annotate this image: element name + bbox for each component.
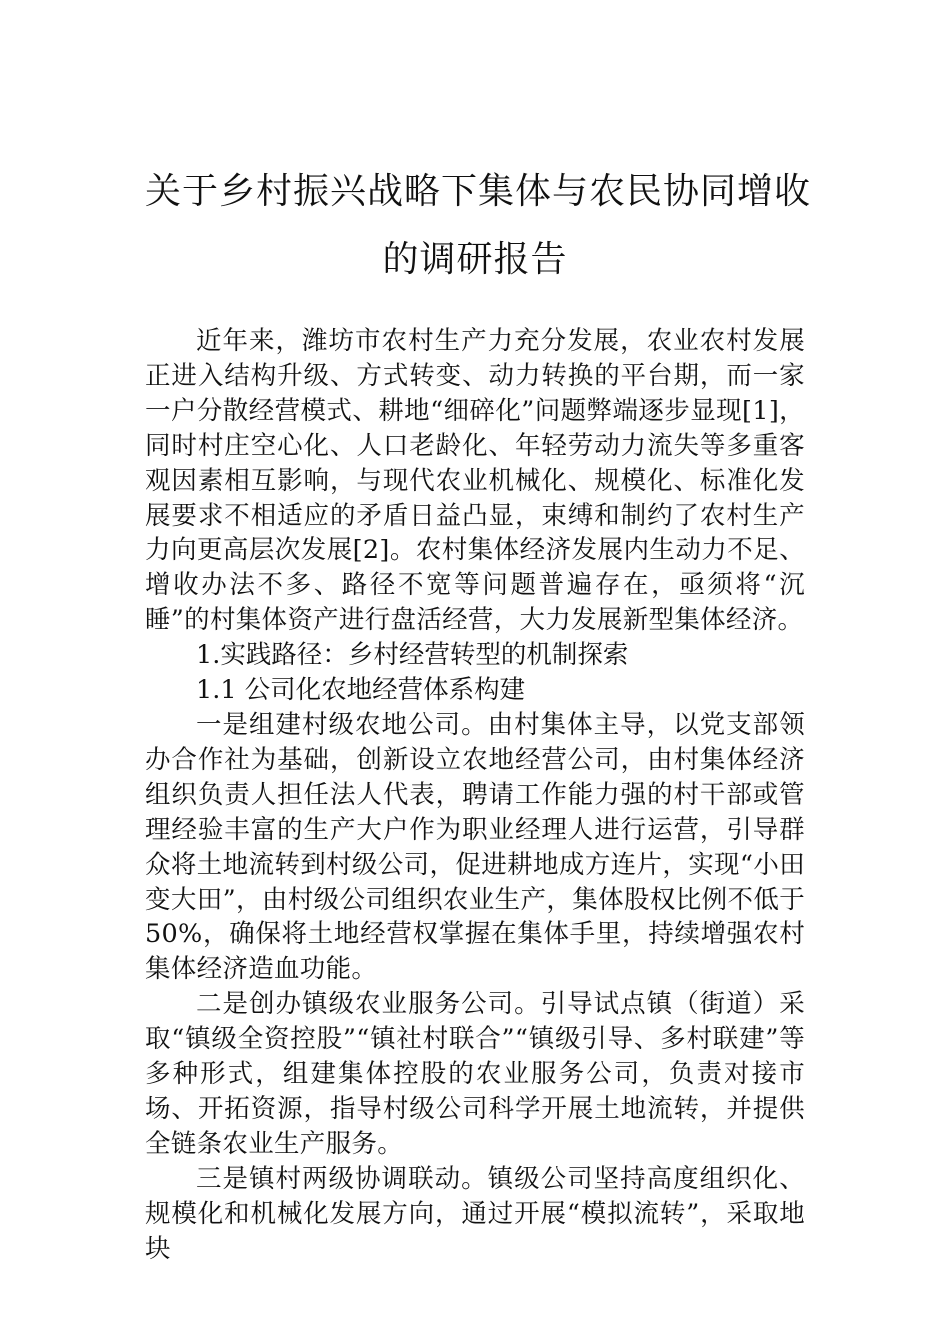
paragraph-town-company: 二是创办镇级农业服务公司。引导试点镇（街道）采取“镇级全资控股”“镇社村联合”“镇级引导、多村联建”等多种形式，组建集体控股的农业服务公司，负责对接市场、开拓资源，指导村级公司科学开展土地流转，并提供全链条农业生产服务。 [145, 989, 805, 1159]
paragraph-village-company: 一是组建村级农地公司。由村集体主导，以党支部领办合作社为基础，创新设立农地经营公司，由村集体经济组织负责人担任法人代表，聘请工作能力强的村干部或管理经验丰富的生产大户作为职业经理人进行运营，引导群众将土地流转到村级公司，促进耕地成方连片，实现“小田变大田”，由村级公司组织农业生产，集体股权比例不低于50%，确保将土地经营权掌握在集体手里，持续增强农村集体经济造血功能。 [145, 709, 805, 985]
document-title [145, 158, 812, 294]
paragraph-intro: 近年来，潍坊市农村生产力充分发展，农业农村发展正进入结构升级、方式转变、动力转换的平台期，而一家一户分散经营模式、耕地“细碎化”问题弊端逐步显现[1]，同时村庄空心化、人口老龄化、年轻劳动力流失等多重客观因素相互影响，与现代农业机械化、规模化、标准化发展要求不相适应的矛盾日益凸显，束缚和制约了农村生产力向更高层次发展[2]。农村集体经济发展内生动力不足、增收办法不多、路径不宽等问题普遍存在，亟须将“沉睡”的村集体资产进行盘活经营，大力发展新型集体经济。 [145, 326, 805, 636]
title-line-1: 关于乡村振兴战略下集体与农民协同增收 [145, 171, 812, 212]
subsection-heading-1-1: 1.1 公司化农地经营体系构建 [196, 675, 526, 706]
paragraph-coordination: 三是镇村两级协调联动。镇级公司坚持高度组织化、规模化和机械化发展方向，通过开展“模拟流转”，采取地块 [145, 1163, 805, 1264]
section-heading-1: 1.实践路径：乡村经营转型的机制探索 [196, 640, 629, 671]
document-body [145, 324, 805, 1266]
title-line-2: 的调研报告 [382, 239, 568, 280]
